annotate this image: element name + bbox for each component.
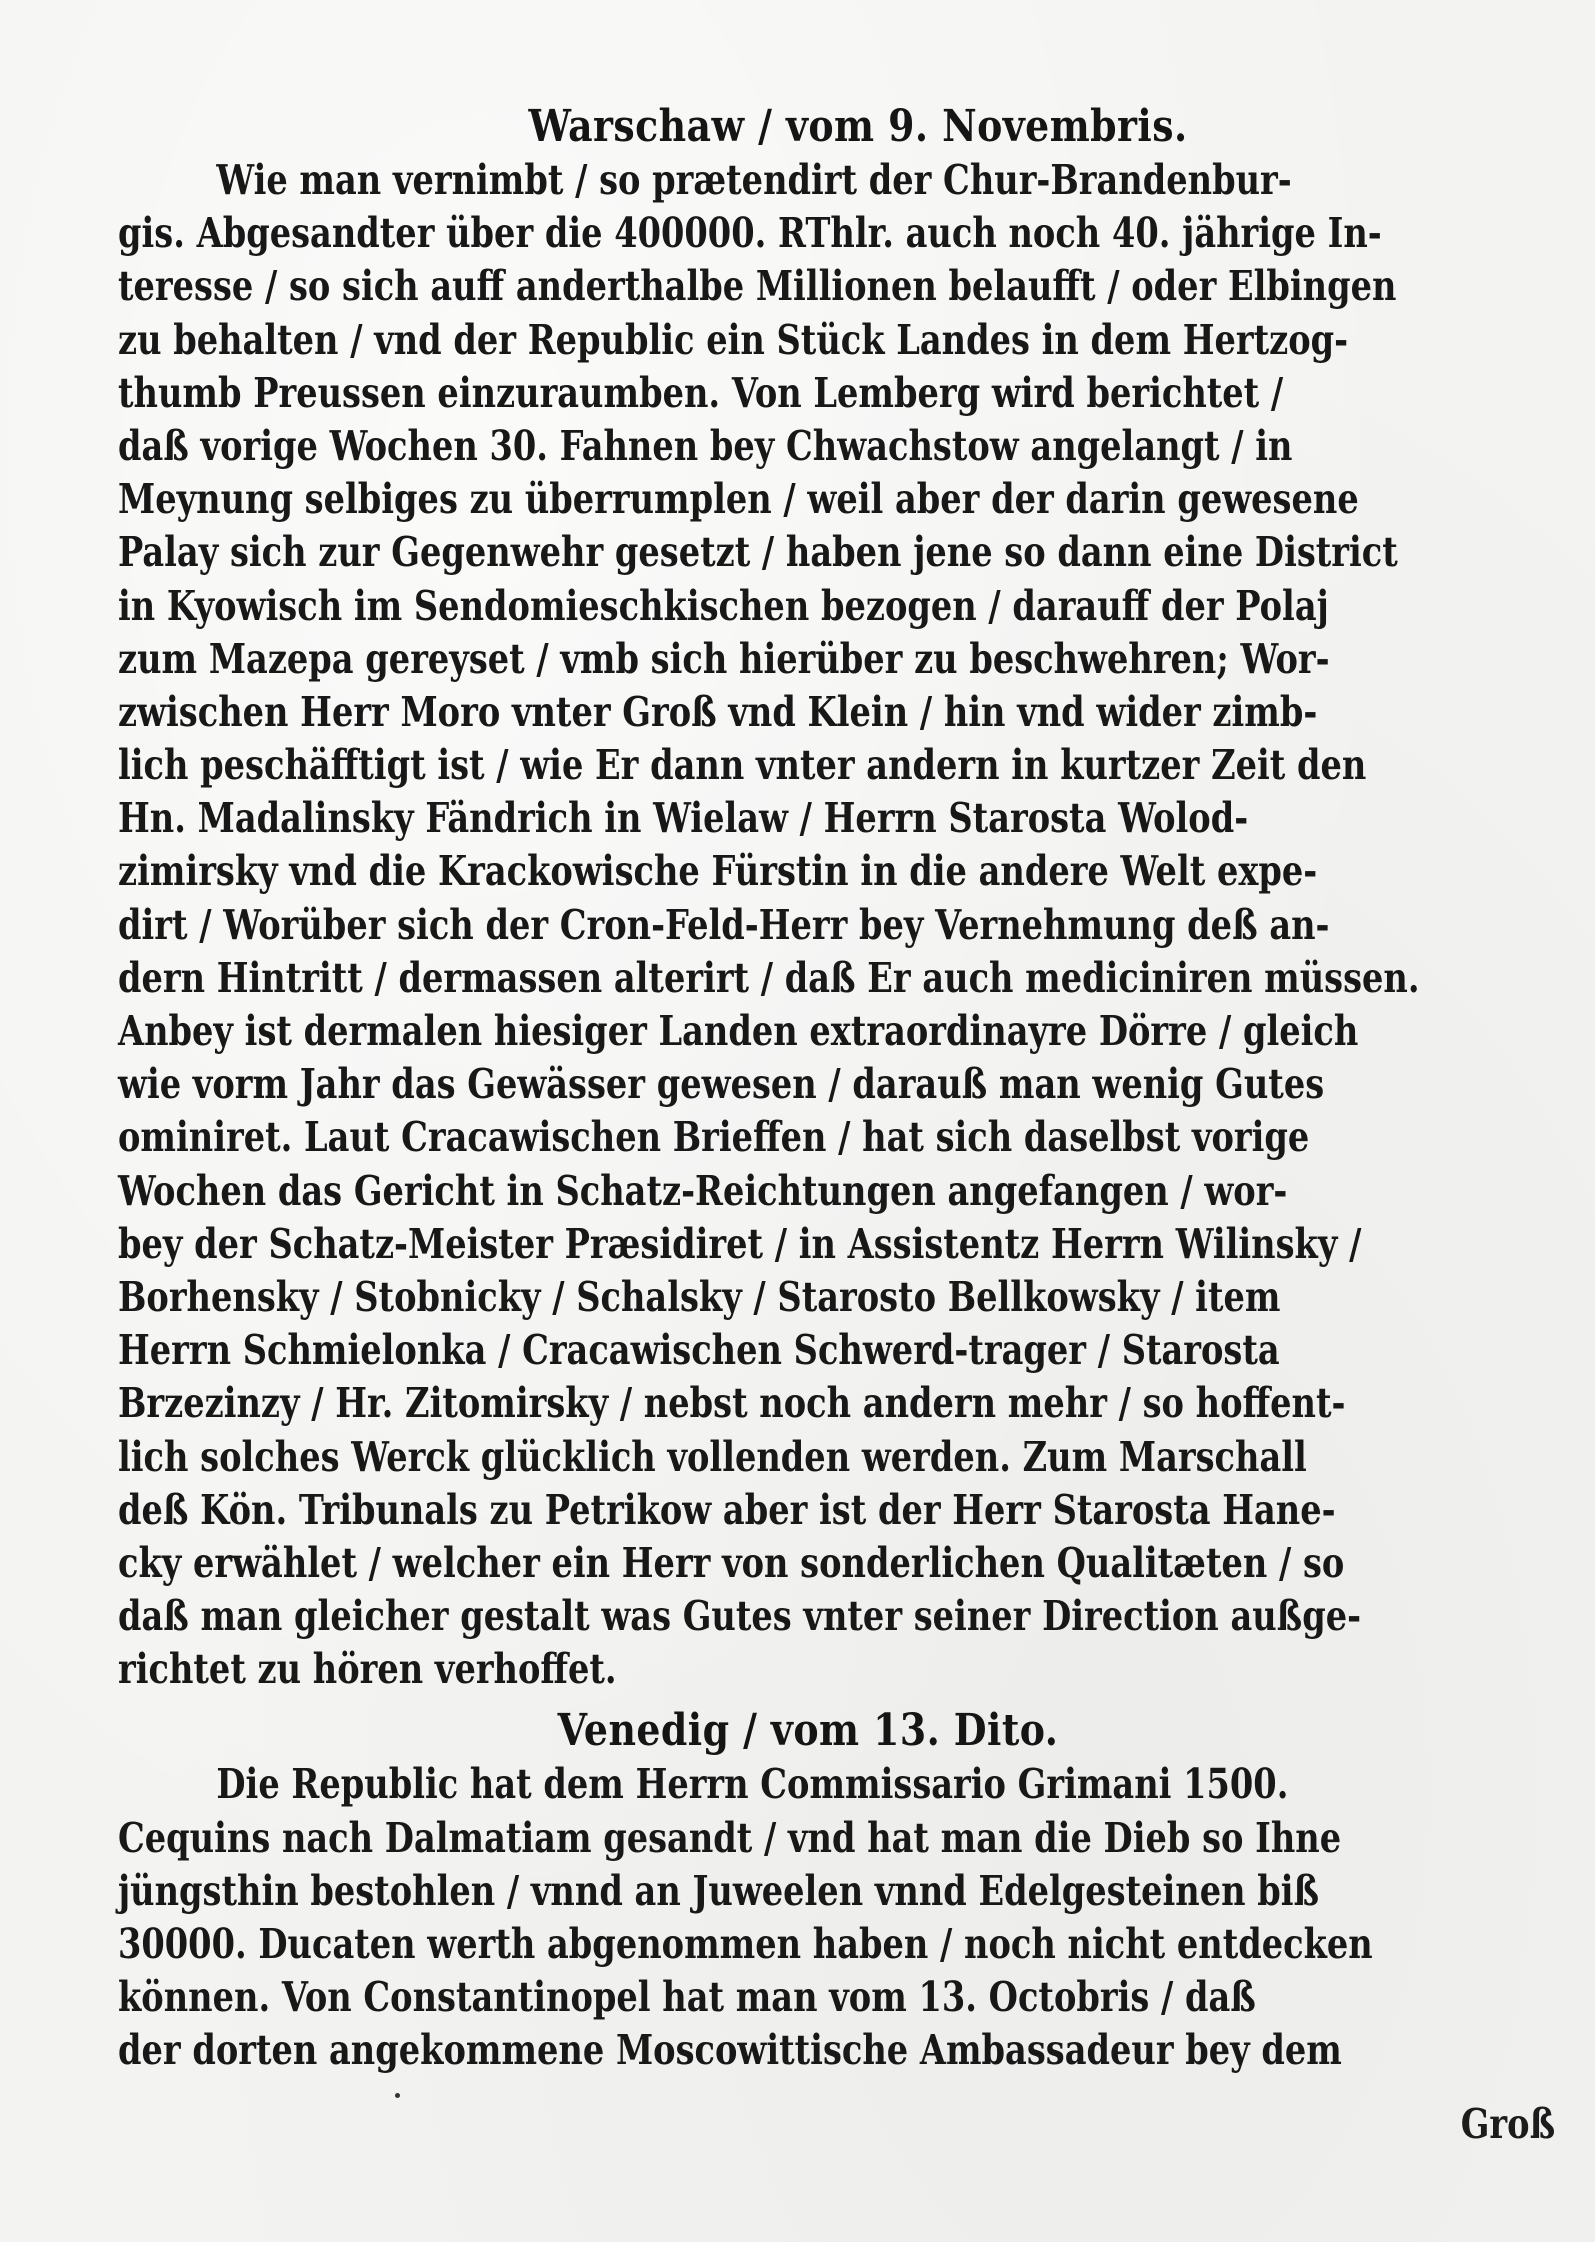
text-line: zwischen Herr Moro vnter Groß vnd Klein / hin vnd wider zimb- [118, 687, 1318, 736]
text-line: der dorten angekommene Moscowittische Ambassadeur bey dem [118, 2026, 1342, 2075]
section-body-venedig [118, 1758, 1558, 2077]
text-line: Herrn Schmielonka / Cracawischen Schwerd-trager / Starosta [118, 1326, 1280, 1375]
ink-speck [395, 2093, 400, 2098]
text-line: Wochen das Gericht in Schatz-Reichtungen angefangen / wor- [118, 1166, 1288, 1215]
text-line: thumb Preussen einzuraumben. Von Lemberg wird berichtet / [118, 368, 1284, 417]
section-heading-warschaw: Warschaw / vom 9. Novembris. [528, 101, 1188, 152]
section-heading-venedig: Venedig / vom 13. Dito. [557, 1705, 1059, 1757]
text-line: Wie man vernimbt / so prætendirt der Chur-Brandenbur- [216, 156, 1292, 204]
text-line: Anbey ist dermalen hiesiger Landen extraordinayre Dörre / gleich [118, 1007, 1359, 1055]
text-line: bey der Schatz-Meister Præsidiret / in Assistentz Herrn Wilinsky / [118, 1219, 1362, 1268]
text-line: zu behalten / vnd der Republic ein Stück Landes in dem Hertzog- [118, 315, 1349, 364]
text-line: lich peschäfftigt ist / wie Er dann vnter andern in kurtzer Zeit den [118, 741, 1367, 790]
text-line: zimirsky vnd die Krackowische Fürstin in die andere Welt expe- [118, 847, 1318, 896]
text-line: wie vorm Jahr das Gewässer gewesen / darauß man wenig Gutes [118, 1060, 1325, 1109]
text-line: in Kyowisch im Sendomieschkischen bezogen / darauff der Polaj [118, 581, 1329, 630]
text-line: können. Von Constantinopel hat man vom 13. Octobris / daß [118, 1973, 1256, 2022]
text-column [118, 100, 1558, 2078]
text-line: jüngsthin bestohlen / vnnd an Juweelen vnnd Edelgesteinen biß [118, 1866, 1320, 1915]
text-line: Palay sich zur Gegenwehr gesetzt / haben jene so dann eine District [118, 528, 1398, 577]
text-line: lich solches Werck glücklich vollenden werden. Zum Marschall [118, 1432, 1307, 1481]
text-line: dern Hintritt / dermassen alterirt / daß Er auch mediciniren müssen. [118, 953, 1420, 1002]
text-line: daß man gleicher gestalt was Gutes vnter seiner Direction außge- [118, 1592, 1362, 1641]
text-line: richtet zu hören verhoffet. [118, 1645, 617, 1694]
text-line: Cequins nach Dalmatiam gesandt / vnd hat man die Dieb so Ihne [118, 1813, 1342, 1862]
section-body-warschaw [118, 154, 1558, 1696]
text-line: gis. Abgesandter über die 400000. RThlr. auch noch 40. jährige In- [118, 209, 1382, 258]
text-line: Hn. Madalinsky Fändrich in Wielaw / Herrn Starosta Wolod- [118, 794, 1249, 843]
text-line: zum Mazepa gereyset / vmb sich hierüber zu beschwehren; Wor- [118, 634, 1330, 683]
text-line: dirt / Worüber sich der Cron-Feld-Herr bey Vernehmung deß an- [118, 900, 1330, 949]
text-line: Meynung selbiges zu überrumplen / weil aber der darin gewesene [118, 475, 1359, 524]
text-line: cky erwählet / welcher ein Herr von sonderlichen Qualitæten / so [118, 1538, 1345, 1587]
text-line: Borhensky / Stobnicky / Schalsky / Starosto Bellkowsky / item [118, 1272, 1281, 1321]
text-line: 30000. Ducaten werth abgenommen haben / noch nicht entdecken [118, 1920, 1373, 1968]
text-line: daß vorige Wochen 30. Fahnen bey Chwachstow angelangt / in [118, 421, 1293, 470]
text-line: Die Republic hat dem Herrn Commissario Grimani 1500. [216, 1760, 1289, 1809]
text-line: ominiret. Laut Cracawischen Brieffen / hat sich daselbst vorige [118, 1113, 1310, 1162]
text-line: teresse / so sich auff anderthalbe Millionen belaufft / oder Elbingen [118, 262, 1397, 311]
catchword: Groß [1460, 2100, 1555, 2148]
text-line: deß Kön. Tribunals zu Petrikow aber ist der Herr Starosta Hane- [118, 1485, 1336, 1534]
text-line: Brzezinzy / Hr. Zitomirsky / nebst noch andern mehr / so hoffent- [118, 1379, 1346, 1428]
